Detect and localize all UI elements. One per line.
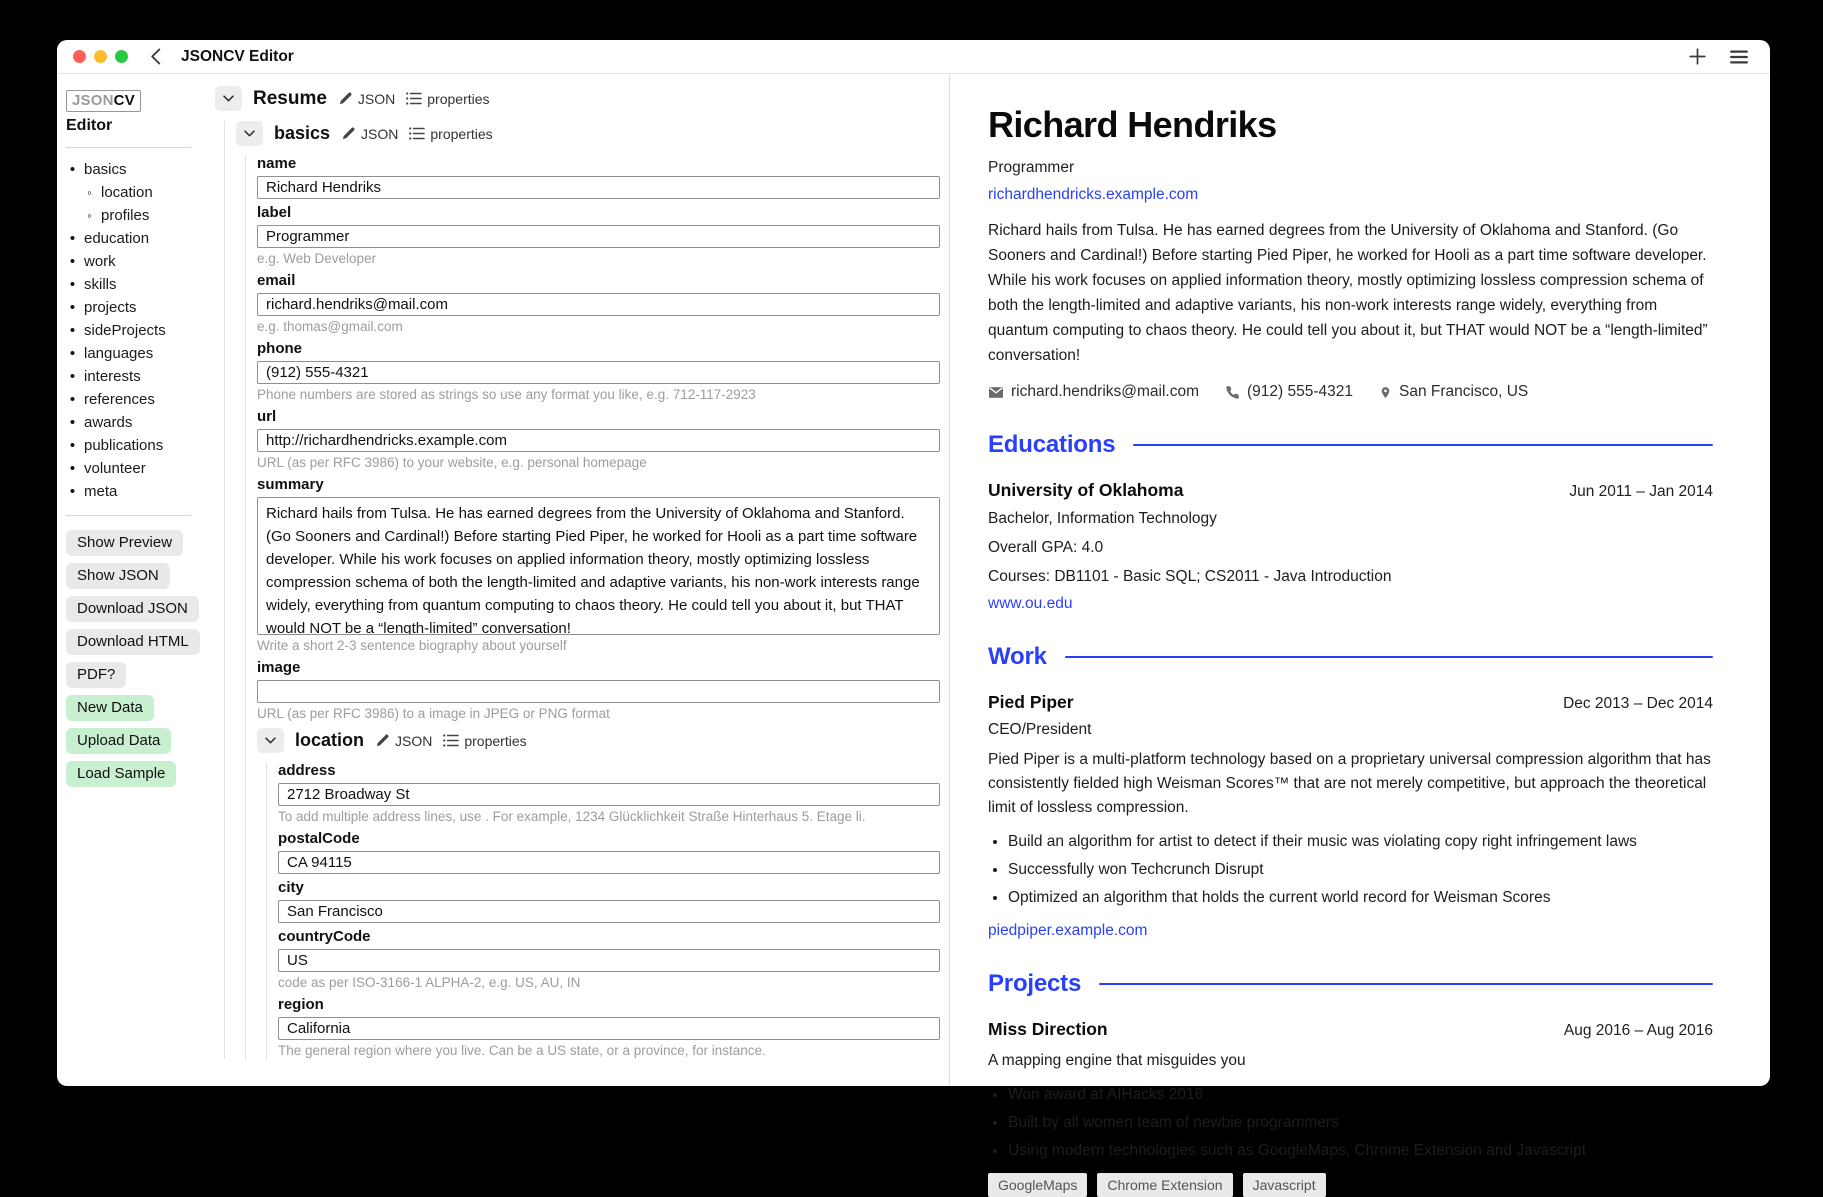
collapse-basics-button[interactable] [236, 121, 263, 146]
edit-json-label: JSON [361, 125, 399, 142]
field-hint-label: e.g. Web Developer [257, 251, 377, 266]
properties-label: properties [430, 125, 493, 142]
edit-json-label: JSON [357, 90, 396, 107]
preview-section-projects [988, 970, 1713, 1197]
field-label-region: region [278, 996, 324, 1013]
field-input-region[interactable] [278, 1017, 940, 1040]
sidebar-item-label: languages [84, 345, 154, 362]
field-label-email: email [257, 272, 296, 289]
app-body [57, 74, 1770, 1193]
dot-bullet-icon: • [69, 161, 76, 178]
circle-bullet-icon: ◦ [87, 185, 92, 200]
basics-children [245, 156, 940, 1059]
sidebar [57, 74, 207, 1086]
editor-node-title-basics: basics [274, 123, 331, 143]
sidebar-item-label: education [84, 230, 150, 247]
entry-date: Dec 2013 – Dec 2014 [1563, 695, 1713, 712]
chevron-down-icon [223, 95, 234, 102]
section-heading [988, 431, 1713, 459]
sidebar-item-location[interactable] [66, 181, 207, 204]
highlight-item: • Successfully won Techcrunch Disrupt [1008, 859, 1713, 880]
sidebar-item-education[interactable] [66, 227, 207, 250]
sidebar-action-new-data[interactable]: New Data [66, 695, 154, 721]
section-heading [988, 643, 1713, 671]
section-heading [988, 970, 1713, 998]
email-icon [988, 386, 1004, 399]
dot-bullet-icon: • [69, 299, 76, 316]
preview-section-educations [988, 431, 1713, 613]
location-icon [1379, 385, 1392, 400]
contact-text: (912) 555-4321 [1247, 383, 1354, 400]
sidebar-item-label: skills [84, 276, 117, 293]
field-hint-address: To add multiple address lines, use . For example, 1234 Glücklichkeit Straße Hinterhaus 5. Etage li. [278, 809, 866, 824]
editor-node-resume [215, 86, 940, 1059]
sidebar-item-label: profiles [101, 207, 150, 224]
entry-line: Courses: DB1101 - Basic SQL; CS2011 - Java Introduction [988, 568, 1392, 585]
entry-keywords [988, 1173, 1713, 1197]
list-properties-icon [443, 734, 459, 747]
preview-label: Programmer [988, 159, 1075, 176]
sidebar-item-awards[interactable] [66, 411, 207, 434]
sidebar-divider [66, 515, 191, 516]
sidebar-item-label: sideProjects [84, 322, 166, 339]
sidebar-item-work[interactable] [66, 250, 207, 273]
collapse-resume-button[interactable] [215, 86, 242, 111]
edit-json-label: JSON [395, 732, 433, 749]
entry-header [988, 692, 1713, 713]
close-window-button[interactable] [73, 50, 86, 63]
jsoncv-logo [66, 90, 141, 112]
entry-header [988, 480, 1713, 501]
dot-bullet-icon: • [69, 414, 76, 431]
dot-bullet-icon: • [69, 230, 76, 247]
entry-title: Miss Direction [988, 1019, 1108, 1039]
editor-node-location [257, 728, 940, 1059]
sidebar-item-label: awards [84, 414, 133, 431]
field-label-countryCode: countryCode [278, 928, 371, 945]
field-input-url[interactable] [257, 429, 940, 452]
entry-subtitle: CEO/President [988, 721, 1092, 738]
window-title: JSONCV Editor [181, 47, 294, 65]
pencil-icon [338, 91, 353, 106]
sidebar-action-pdf[interactable]: PDF? [66, 662, 126, 688]
pencil-icon [341, 126, 356, 141]
entry-miss-direction [988, 1019, 1713, 1197]
field-label-address: address [278, 762, 336, 779]
edit-json-link-basics[interactable] [341, 126, 398, 142]
dot-bullet-icon: • [69, 460, 76, 477]
field-label-image: image [257, 659, 301, 676]
entry-date: Jun 2011 – Jan 2014 [1569, 483, 1713, 500]
resume-node-header [215, 86, 940, 111]
field-input-postalCode[interactable] [278, 851, 940, 874]
field-label-postalCode: postalCode [278, 830, 360, 847]
dot-bullet-icon: • [69, 391, 76, 408]
sidebar-item-label: work [84, 253, 116, 270]
sidebar-item-references[interactable] [66, 388, 207, 411]
entry-header [988, 1019, 1713, 1040]
field-hint-summary: Write a short 2-3 sentence biography about yourself [257, 638, 567, 653]
field-region [278, 997, 940, 1059]
contact-text: richard.hendriks@mail.com [1011, 383, 1200, 400]
circle-bullet-icon: ◦ [87, 208, 92, 223]
plus-icon [1689, 48, 1706, 65]
properties-label: properties [427, 90, 490, 107]
chevron-down-icon [244, 130, 255, 137]
list-properties-icon [409, 127, 425, 140]
sidebar-item-label: interests [84, 368, 141, 385]
keyword-tag: Javascript [1243, 1173, 1326, 1197]
keyword-tag: Chrome Extension [1097, 1173, 1232, 1197]
section-title: Work [988, 643, 1047, 670]
entry-paragraph: Pied Piper is a multi-platform technology based on a proprietary universal compression algorithm that has consistently fielded high Weisman Scores™ that are not merely competitive, but approach the theoretical limit of lossless compression. [988, 751, 1711, 816]
field-input-phone[interactable] [257, 361, 940, 384]
logo-cv-text: CV [113, 92, 135, 109]
new-tab-button[interactable] [1689, 48, 1706, 65]
highlight-item: • Build an algorithm for artist to detect if their music was violating copy right infringement laws [1008, 831, 1713, 852]
sidebar-item-label: volunteer [84, 460, 146, 477]
sidebar-item-interests[interactable] [66, 365, 207, 388]
editor-node-title-resume: Resume [253, 87, 327, 109]
field-hint-email: e.g. thomas@gmail.com [257, 319, 403, 334]
properties-label: properties [464, 732, 527, 749]
editor-node-basics [236, 121, 940, 1059]
sidebar-item-label: location [101, 184, 153, 201]
resume-children [224, 121, 940, 1059]
field-input-image[interactable] [257, 680, 940, 703]
field-input-address[interactable] [278, 783, 940, 806]
entry-title: University of Oklahoma [988, 480, 1184, 500]
highlight-item: • Using modern technologies such as GoogleMaps, Chrome Extension and Javascript [1008, 1140, 1713, 1161]
location-children [266, 763, 940, 1059]
sidebar-subtitle: Editor [66, 117, 113, 134]
field-input-label[interactable] [257, 225, 940, 248]
contact-phone [1225, 383, 1353, 401]
phone-icon [1225, 385, 1240, 400]
dot-bullet-icon: • [69, 345, 76, 362]
sidebar-action-download-json[interactable]: Download JSON [66, 596, 199, 622]
field-summary [257, 477, 940, 654]
field-hint-image: URL (as per RFC 3986) to a image in JPEG or PNG format [257, 706, 610, 721]
field-hint-url: URL (as per RFC 3986) to your website, e.g. personal homepage [257, 455, 647, 470]
field-input-name[interactable] [257, 176, 940, 199]
pencil-icon [375, 733, 390, 748]
dot-bullet-icon: • [69, 276, 76, 293]
sidebar-item-label: basics [84, 161, 127, 178]
sidebar-action-load-sample[interactable]: Load Sample [66, 761, 176, 787]
field-image [257, 660, 940, 722]
sidebar-action-show-preview[interactable]: Show Preview [66, 530, 183, 556]
collapse-location-button[interactable] [257, 728, 284, 753]
basics-fields [257, 156, 940, 722]
location-node-header [257, 728, 940, 753]
contact-location [1379, 383, 1528, 401]
field-label-city: city [278, 879, 304, 896]
sidebar-action-show-json[interactable]: Show JSON [66, 563, 170, 589]
entry-highlights [1008, 831, 1713, 908]
preview-summary: Richard hails from Tulsa. He has earned degrees from the University of Oklahoma and Stanford. (Go Sooners and Cardinal!) Before starting Pied Piper, he worked for Hooli as a part time software developer. While his work focuses on applied information theory, mostly optimizing lossless compression schema of both the length-limited and adaptive variants, his non-work interests range widely, everything from quantum computing to chaos theory. He could tell you about it, but THAT would NOT be a “length-limited” conversation! [988, 222, 1708, 364]
preview-website-link[interactable]: richardhendricks.example.com [988, 186, 1199, 203]
section-rule [1065, 656, 1713, 658]
properties-link-basics[interactable] [409, 126, 492, 142]
field-address [278, 763, 940, 825]
editor-node-title-location: location [295, 730, 365, 750]
dot-bullet-icon: • [69, 253, 76, 270]
field-hint-phone: Phone numbers are stored as strings so use any format you like, e.g. 712-117-2923 [257, 387, 756, 402]
field-phone [257, 341, 940, 403]
contact-email [988, 383, 1199, 401]
field-postalCode [278, 831, 940, 874]
entry-pied-piper [988, 692, 1713, 940]
sidebar-actions [66, 530, 207, 787]
logo-json-text: JSON [72, 92, 114, 109]
sidebar-item-label: publications [84, 437, 164, 454]
keyword-tag: GoogleMaps [988, 1173, 1087, 1197]
edit-json-link-resume[interactable] [338, 91, 395, 107]
sidebar-item-publications[interactable] [66, 434, 207, 457]
minimize-window-button[interactable] [94, 50, 107, 63]
sidebar-item-languages[interactable] [66, 342, 207, 365]
field-hint-countryCode: code as per ISO-3166-1 ALPHA-2, e.g. US, AU, IN [278, 975, 581, 990]
hamburger-menu-icon [1730, 50, 1748, 64]
field-email [257, 273, 940, 335]
sidebar-item-projects[interactable] [66, 296, 207, 319]
entry-university-of-oklahoma [988, 480, 1713, 613]
preview-contacts [988, 383, 1713, 401]
dot-bullet-icon: • [69, 437, 76, 454]
entry-line: Overall GPA: 4.0 [988, 539, 1104, 556]
sidebar-action-upload-data[interactable]: Upload Data [66, 728, 171, 754]
field-label-url: url [257, 408, 277, 425]
field-countryCode [278, 929, 940, 991]
preview-name: Richard Hendriks [988, 104, 1277, 145]
entry-date: Aug 2016 – Aug 2016 [1563, 1022, 1713, 1039]
sidebar-item-label: references [84, 391, 155, 408]
sidebar-item-sideprojects[interactable] [66, 319, 207, 342]
field-label [257, 205, 940, 267]
dot-bullet-icon: • [69, 322, 76, 339]
dot-bullet-icon: • [69, 483, 76, 500]
highlight-item: • Won award at AIHacks 2016 [1008, 1084, 1713, 1105]
sidebar-nav [66, 158, 207, 503]
menu-button[interactable] [1730, 50, 1748, 64]
field-hint-region: The general region where you live. Can be a US state, or a province, for instance. [278, 1043, 766, 1058]
sidebar-item-basics[interactable] [66, 158, 207, 181]
sidebar-item-volunteer[interactable] [66, 457, 207, 480]
field-name [257, 156, 940, 199]
app-window [57, 40, 1770, 1193]
field-label-label: label [257, 204, 292, 221]
titlebar [57, 40, 1770, 74]
field-input-city[interactable] [278, 900, 940, 923]
section-title: Educations [988, 431, 1116, 458]
chevron-left-icon [150, 48, 161, 65]
sidebar-item-skills[interactable] [66, 273, 207, 296]
list-properties-icon [406, 92, 422, 105]
properties-link-resume[interactable] [406, 91, 489, 107]
editor-panel [207, 74, 949, 1086]
sidebar-item-label: meta [84, 483, 118, 500]
field-label-name: name [257, 155, 297, 172]
section-rule [1099, 983, 1713, 985]
entry-line: Bachelor, Information Technology [988, 510, 1217, 527]
field-input-countryCode[interactable] [278, 949, 940, 972]
preview-panel [950, 74, 1770, 1193]
edit-json-link-location[interactable] [375, 733, 432, 749]
chevron-down-icon [265, 737, 276, 744]
sidebar-item-meta[interactable] [66, 480, 207, 503]
highlight-item: • Built by all women team of newbie programmers [1008, 1112, 1713, 1133]
entry-highlights [1008, 1084, 1713, 1161]
section-title: Projects [988, 970, 1082, 997]
zoom-window-button[interactable] [115, 50, 128, 63]
field-label-summary: summary [257, 476, 324, 493]
field-city [278, 880, 940, 923]
entry-link[interactable]: www.ou.edu [988, 595, 1073, 612]
properties-link-location[interactable] [443, 733, 526, 749]
entry-paragraph: A mapping engine that misguides you [988, 1052, 1246, 1069]
window-controls [73, 50, 128, 63]
highlight-item: • Optimized an algorithm that holds the current world record for Weisman Scores [1008, 887, 1713, 908]
field-label-phone: phone [257, 340, 302, 357]
sidebar-divider [66, 147, 191, 148]
entry-title: Pied Piper [988, 692, 1074, 712]
sidebar-item-label: projects [84, 299, 137, 316]
preview-section-work [988, 643, 1713, 940]
titlebar-actions [1689, 48, 1748, 65]
field-input-summary[interactable] [257, 497, 940, 635]
back-button[interactable] [150, 48, 161, 65]
location-fields [278, 763, 940, 1059]
sidebar-action-download-html[interactable]: Download HTML [66, 629, 200, 655]
dot-bullet-icon: • [69, 368, 76, 385]
field-input-email[interactable] [257, 293, 940, 316]
basics-node-header [236, 121, 940, 146]
sidebar-item-profiles[interactable] [66, 204, 207, 227]
field-url [257, 409, 940, 471]
preview-sections [988, 431, 1713, 1197]
section-rule [1133, 444, 1713, 446]
entry-link[interactable]: piedpiper.example.com [988, 922, 1148, 939]
contact-text: San Francisco, US [1399, 383, 1529, 400]
